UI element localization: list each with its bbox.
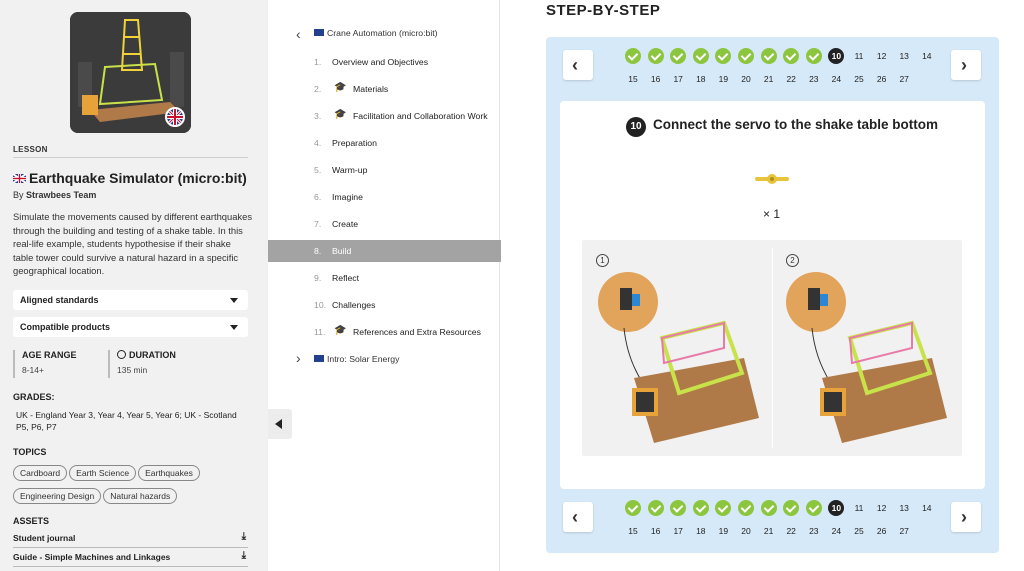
chevron-left-icon[interactable]: ‹ bbox=[296, 26, 301, 42]
assets-label: ASSETS bbox=[13, 516, 50, 526]
nav-item-number: 10. bbox=[314, 300, 327, 310]
dropdown-label: Aligned standards bbox=[20, 295, 99, 305]
step-dot-completed[interactable] bbox=[625, 48, 641, 64]
dropdown-label: Compatible products bbox=[20, 322, 111, 332]
topic-chip[interactable]: Cardboard bbox=[13, 465, 67, 481]
divider bbox=[13, 157, 248, 158]
download-icon[interactable]: ⤓ bbox=[241, 531, 246, 542]
step-dot[interactable]: 10 bbox=[828, 48, 844, 64]
step-dot[interactable]: 24 bbox=[831, 74, 842, 84]
next-lesson-link[interactable] bbox=[314, 354, 399, 364]
figure-number: 1 bbox=[596, 254, 609, 267]
nav-item[interactable] bbox=[268, 213, 500, 235]
step-dot-completed[interactable] bbox=[806, 500, 822, 516]
topic-chip[interactable]: Engineering Design bbox=[13, 488, 101, 504]
step-dot[interactable]: 15 bbox=[628, 526, 638, 536]
servo-horn-icon bbox=[755, 172, 789, 184]
step-dot-completed[interactable] bbox=[738, 48, 754, 64]
nav-item[interactable] bbox=[268, 294, 500, 316]
nav-item[interactable] bbox=[268, 105, 500, 127]
step-dot[interactable]: 23 bbox=[809, 526, 819, 536]
nav-item-number: 8. bbox=[314, 246, 322, 256]
lesson-title-text: Earthquake Simulator (micro:bit) bbox=[29, 170, 247, 186]
duration-value: 135 min bbox=[117, 365, 148, 375]
step-dot-completed[interactable] bbox=[738, 500, 754, 516]
step-pager-bottom bbox=[560, 489, 985, 543]
nav-item[interactable] bbox=[268, 321, 500, 343]
parent-lesson-label: Crane Automation (micro:bit) bbox=[327, 28, 438, 38]
chevron-left-icon: ‹ bbox=[572, 55, 578, 75]
nav-item-label: Overview and Objectives bbox=[332, 57, 429, 67]
lesson-sidebar bbox=[0, 0, 268, 571]
quantity: × 1 bbox=[763, 207, 781, 221]
asset-label: Guide - Simple Machines and Linkages bbox=[13, 552, 171, 562]
nav-item-number: 1. bbox=[314, 57, 322, 67]
step-dot[interactable]: 13 bbox=[899, 503, 909, 513]
nav-item[interactable] bbox=[268, 78, 500, 100]
uk-flag-icon bbox=[314, 29, 324, 36]
step-dot[interactable]: 25 bbox=[854, 526, 864, 536]
step-dot-completed[interactable] bbox=[715, 48, 731, 64]
step-card bbox=[560, 101, 985, 489]
step-pager-top bbox=[560, 37, 985, 91]
nav-item[interactable] bbox=[268, 267, 500, 289]
step-container bbox=[546, 37, 999, 553]
step-dot[interactable]: 27 bbox=[899, 74, 909, 84]
nav-item[interactable] bbox=[268, 186, 500, 208]
step-dot[interactable]: 12 bbox=[876, 51, 887, 61]
uk-flag-icon bbox=[13, 170, 26, 179]
next-lesson-label: Intro: Solar Energy bbox=[327, 354, 400, 364]
clock-icon bbox=[117, 350, 126, 359]
step-dot[interactable]: 23 bbox=[809, 74, 819, 84]
collapse-sidebar-button[interactable] bbox=[268, 409, 292, 439]
figure-number: 2 bbox=[786, 254, 799, 267]
nav-item-label: Reflect bbox=[332, 273, 360, 283]
duration bbox=[108, 350, 176, 378]
topic-chip[interactable]: Natural hazards bbox=[103, 488, 177, 504]
step-dot[interactable]: 17 bbox=[673, 526, 683, 536]
age-range-label: AGE RANGE bbox=[22, 350, 77, 360]
lesson-thumbnail bbox=[70, 12, 191, 133]
step-dot[interactable]: 18 bbox=[696, 526, 706, 536]
topic-chips bbox=[13, 463, 253, 509]
step-dot-completed[interactable] bbox=[761, 500, 777, 516]
chevron-right-icon: › bbox=[961, 507, 967, 527]
step-dot[interactable]: 12 bbox=[876, 503, 887, 513]
nav-item-number: 11. bbox=[314, 327, 326, 337]
nav-item-label: Create bbox=[332, 219, 359, 229]
lesson-tag: LESSON bbox=[13, 145, 48, 154]
nav-item-label: Imagine bbox=[332, 192, 363, 202]
uk-flag-icon bbox=[165, 107, 185, 127]
step-dot-completed[interactable] bbox=[783, 48, 799, 64]
step-dot-completed[interactable] bbox=[648, 500, 664, 516]
compatible-products-dropdown[interactable] bbox=[13, 317, 248, 337]
step-dot[interactable]: 25 bbox=[854, 74, 864, 84]
duration-label: DURATION bbox=[129, 350, 176, 360]
nav-item-number: 5. bbox=[314, 165, 322, 175]
nav-item[interactable] bbox=[268, 159, 500, 181]
topics-label: TOPICS bbox=[13, 447, 47, 457]
nav-item-label: Challenges bbox=[332, 300, 376, 310]
step-dot[interactable]: 20 bbox=[741, 74, 751, 84]
step-dot[interactable]: 20 bbox=[741, 526, 751, 536]
nav-item-number: 4. bbox=[314, 138, 322, 148]
step-dot[interactable]: 16 bbox=[650, 526, 661, 536]
chevron-right-icon: › bbox=[961, 55, 967, 75]
topic-chip[interactable]: Earthquakes bbox=[138, 465, 200, 481]
step-title: Connect the servo to the shake table bottom bbox=[653, 117, 939, 132]
assembly-image-2 bbox=[782, 268, 952, 448]
figure-divider bbox=[772, 248, 773, 448]
step-dot-completed[interactable] bbox=[761, 48, 777, 64]
asset-item[interactable] bbox=[13, 549, 248, 567]
step-dot[interactable]: 24 bbox=[831, 526, 842, 536]
uk-flag-icon bbox=[314, 355, 324, 362]
step-dot[interactable]: 11 bbox=[854, 51, 864, 61]
author-link[interactable]: Strawbees Team bbox=[26, 190, 97, 200]
triangle-left-icon bbox=[275, 419, 282, 429]
step-by-step-heading: STEP-BY-STEP bbox=[546, 2, 661, 19]
step-dot[interactable]: 15 bbox=[628, 74, 638, 84]
step-dot[interactable]: 10 bbox=[828, 500, 844, 516]
step-dot-completed[interactable] bbox=[693, 500, 709, 516]
step-dot[interactable]: 22 bbox=[786, 74, 796, 84]
step-dot[interactable]: 13 bbox=[899, 51, 909, 61]
nav-item-label: Materials bbox=[353, 84, 389, 94]
download-icon[interactable]: ⤓ bbox=[241, 550, 246, 561]
next-step-button[interactable] bbox=[951, 502, 981, 532]
nav-item-number: 9. bbox=[314, 273, 322, 283]
step-dot-completed[interactable] bbox=[715, 500, 731, 516]
parent-lesson-link[interactable] bbox=[314, 28, 438, 38]
step-number-badge: 10 bbox=[626, 117, 646, 137]
nav-item[interactable] bbox=[268, 132, 500, 154]
step-dot[interactable]: 17 bbox=[673, 74, 683, 84]
step-dot-completed[interactable] bbox=[806, 48, 822, 64]
graduation-cap-icon: 🎓 bbox=[334, 109, 347, 120]
lesson-navigation bbox=[268, 0, 500, 571]
nav-item-label: References and Extra Resources bbox=[353, 327, 481, 337]
nav-item-number: 7. bbox=[314, 219, 322, 229]
topic-chip[interactable]: Earth Science bbox=[69, 465, 136, 481]
lesson-description: Simulate the movements caused by different earthquakes through the building and testing of a shake table. In this real-life example, students hypothesise if their shake table tower could survive a natural hazard in a specific geographical location. bbox=[13, 211, 253, 277]
step-dot[interactable]: 11 bbox=[854, 503, 864, 513]
age-range-value: 8-14+ bbox=[22, 365, 44, 375]
byline bbox=[13, 190, 96, 200]
step-dot-completed[interactable] bbox=[625, 500, 641, 516]
grades-value: UK - England Year 3, Year 4, Year 5, Year 6; UK - Scotland P5, P6, P7 bbox=[16, 410, 237, 432]
chevron-left-icon: ‹ bbox=[572, 507, 578, 527]
nav-item-number: 2. bbox=[314, 84, 322, 94]
nav-item-number: 3. bbox=[314, 111, 322, 121]
nav-item-label: Preparation bbox=[332, 138, 377, 148]
step-dot[interactable]: 19 bbox=[718, 526, 729, 536]
aligned-standards-dropdown[interactable] bbox=[13, 290, 248, 310]
asset-item[interactable] bbox=[13, 530, 248, 548]
nav-item[interactable] bbox=[268, 240, 503, 262]
next-step-button[interactable] bbox=[951, 50, 981, 80]
asset-label: Student journal bbox=[13, 533, 76, 543]
lesson-title bbox=[13, 170, 247, 186]
chevron-right-icon[interactable]: › bbox=[296, 350, 301, 366]
step-dot[interactable]: 19 bbox=[718, 74, 729, 84]
step-dot[interactable]: 14 bbox=[922, 503, 932, 513]
step-dot[interactable]: 18 bbox=[696, 74, 706, 84]
graduation-cap-icon: 🎓 bbox=[334, 325, 347, 336]
step-by-step-panel bbox=[501, 0, 1024, 571]
step-dot[interactable]: 14 bbox=[922, 51, 932, 61]
step-dot[interactable]: 16 bbox=[650, 74, 661, 84]
nav-item[interactable] bbox=[268, 51, 500, 73]
step-dot-completed[interactable] bbox=[693, 48, 709, 64]
duration-heading bbox=[117, 350, 176, 360]
byline-prefix: By bbox=[13, 190, 24, 200]
graduation-cap-icon: 🎓 bbox=[334, 82, 347, 93]
step-illustration bbox=[582, 240, 962, 456]
step-dot[interactable]: 22 bbox=[786, 526, 796, 536]
step-dot[interactable]: 27 bbox=[899, 526, 909, 536]
step-dot-completed[interactable] bbox=[670, 500, 686, 516]
nav-item-number: 6. bbox=[314, 192, 322, 202]
caret-down-icon bbox=[230, 325, 238, 330]
caret-down-icon bbox=[230, 298, 238, 303]
step-dot[interactable]: 21 bbox=[763, 74, 774, 84]
grades-label: GRADES: bbox=[13, 392, 55, 402]
prev-step-button[interactable] bbox=[563, 502, 593, 532]
nav-item-label: Facilitation and Collaboration Work bbox=[353, 111, 488, 121]
nav-item-label: Warm-up bbox=[332, 165, 368, 175]
step-dot[interactable]: 21 bbox=[763, 526, 774, 536]
step-dot-completed[interactable] bbox=[648, 48, 664, 64]
step-dot-completed[interactable] bbox=[670, 48, 686, 64]
step-dot[interactable]: 26 bbox=[876, 526, 887, 536]
assembly-image-1 bbox=[594, 268, 764, 448]
nav-item-label: Build bbox=[332, 246, 352, 256]
step-dot[interactable]: 26 bbox=[876, 74, 887, 84]
prev-step-button[interactable] bbox=[563, 50, 593, 80]
age-range bbox=[13, 350, 77, 378]
step-dot-completed[interactable] bbox=[783, 500, 799, 516]
